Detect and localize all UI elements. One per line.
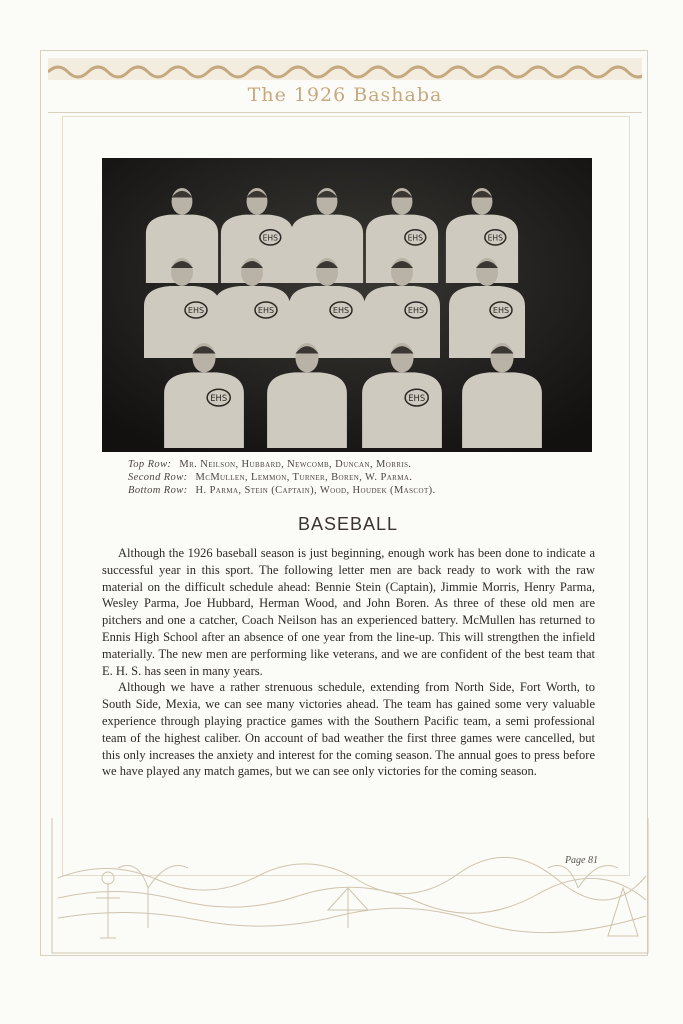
caption-row-label: Top Row: — [128, 459, 172, 470]
article-title: BASEBALL — [297, 514, 399, 534]
jersey-logo-text: EHS — [407, 233, 423, 243]
jersey-logo-text: EHS — [492, 306, 510, 315]
caption-second-row — [128, 471, 598, 484]
wave-ornament — [48, 58, 642, 80]
article-body — [102, 545, 595, 780]
jersey-logo-text: EHS — [408, 392, 426, 403]
caption-names: McMullen, Lemmon, Turner, Boren, W. Parma. — [195, 472, 413, 483]
page-number: Page 81 — [564, 855, 598, 866]
jersey-logo-text: EHS — [187, 306, 205, 315]
caption-names: Mr. Neilson, Hubbard, Newcomb, Duncan, Morris. — [179, 459, 412, 470]
jersey-logo-text: EHS — [262, 233, 278, 243]
caption-row-label: Second Row: — [128, 472, 188, 483]
caption-names: H. Parma, Stein (Captain), Wood, Houdek (Mascot). — [195, 485, 436, 496]
jersey-logo-text: EHS — [407, 306, 425, 315]
jersey-logo-text: EHS — [487, 233, 503, 243]
jersey-logo-text: EHS — [332, 306, 350, 315]
jersey-logo-text: EHS — [210, 392, 228, 403]
jersey-logo-text: EHS — [257, 306, 275, 315]
article-paragraph: Although we have a rather strenuous schedule, extending from North Side, Fort Worth, to South Side, Mexia, we can see many victories ahead. The team has gained some very valuable experience through playing practice games with the Southern Pacific team, a semi professional team of the highest caliber. On account of bad weather the first three games were cancelled, but this only increases the anxiety and interest for the coming season. The annual goes to press before we have played any match games, but we can see only victories for the coming season. — [102, 680, 595, 779]
yearbook-header-title: The 1926 Bashaba — [48, 80, 642, 113]
team-photo — [102, 158, 592, 452]
caption-row-label: Bottom Row: — [128, 485, 188, 496]
caption-bottom-row — [128, 484, 598, 497]
photo-caption — [128, 458, 598, 497]
article-paragraph: Although the 1926 baseball season is just beginning, enough work has been done to indicate a successful year in this sport. The following letter men are back ready to work with the raw material on the difficult schedule ahead: Bennie Stein (Captain), Jimmie Morris, Henry Parma, Wesley Parma, Joe Hubbard, Herman Wood, and John Boren. As three of these old men are pitchers and one a catcher, Coach Neilson has an experienced battery. McMullen has returned to Ennis High School after an absence of one year from the line-up. This will strengthen the infield materially. The new men are performing like veterans, and we are confident of the best team that E. H. S. has seen in many years. — [102, 546, 595, 678]
caption-top-row — [128, 458, 598, 471]
decorative-sea-scene — [48, 818, 652, 958]
